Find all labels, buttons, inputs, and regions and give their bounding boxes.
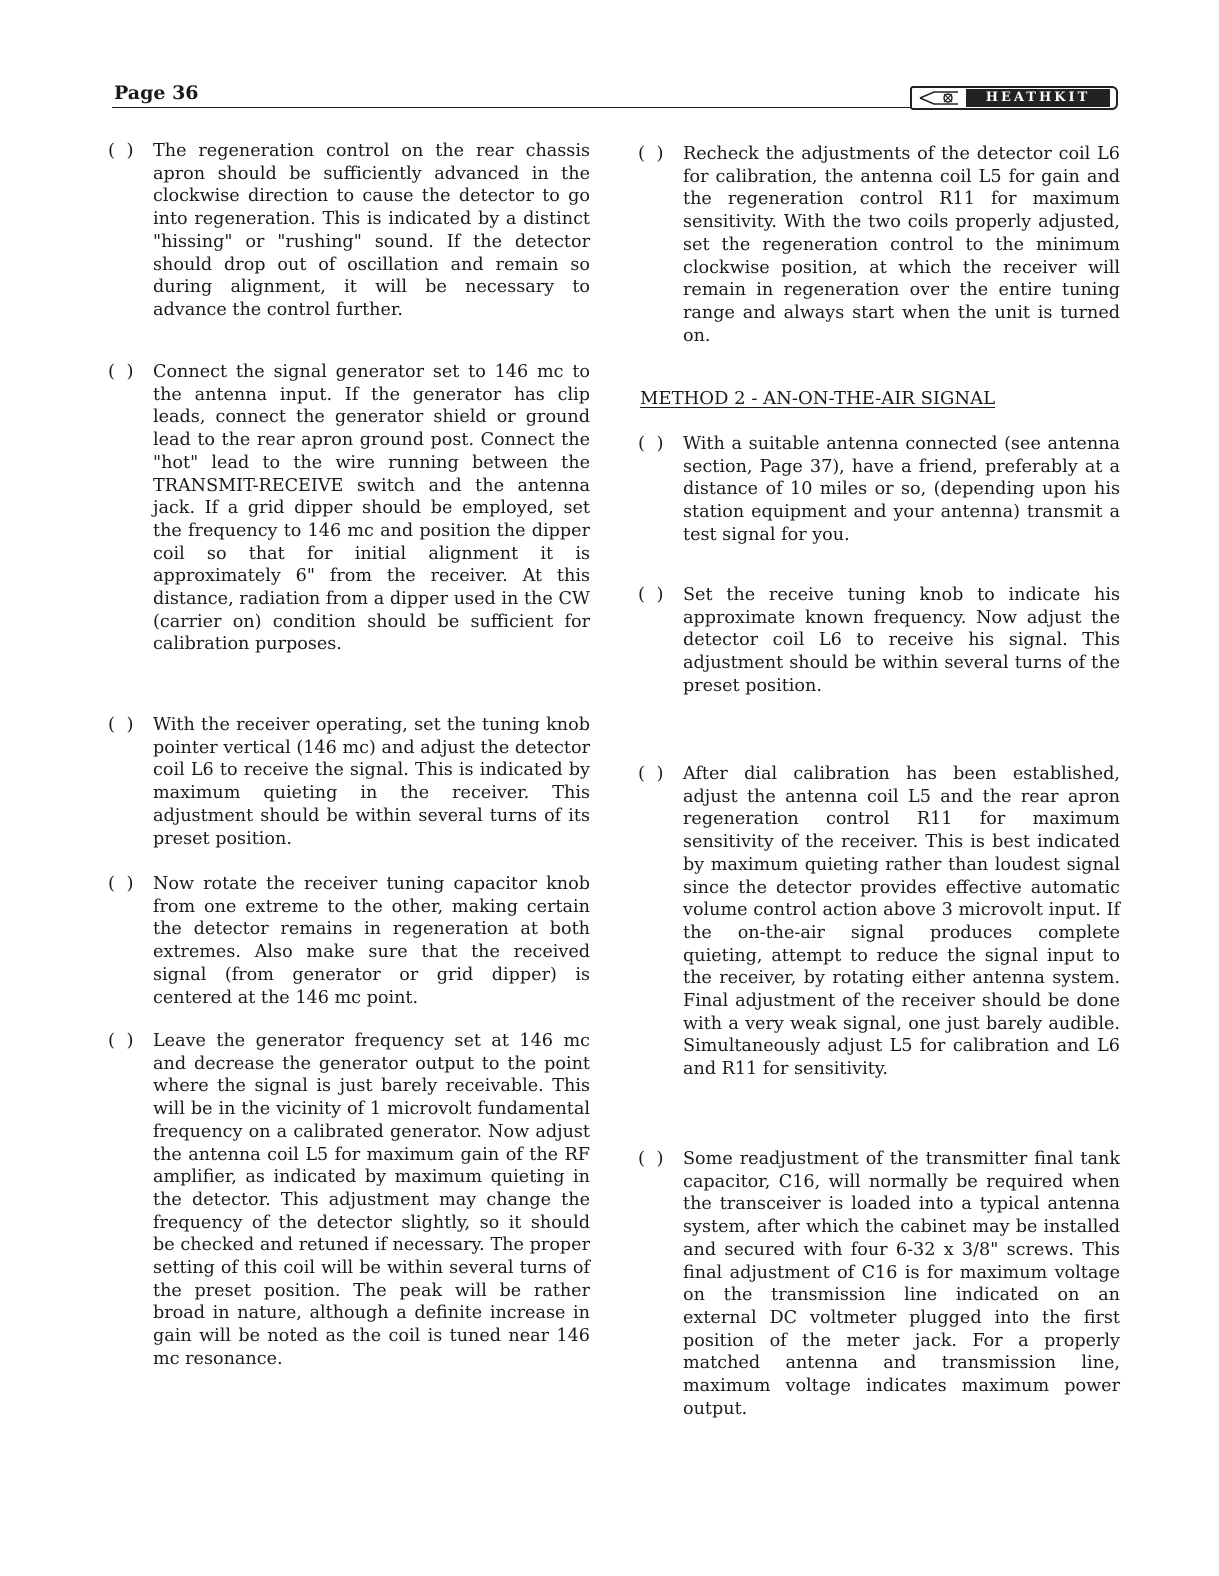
step-text: Leave the generator frequency set at 146 mc and decrease the generator output to the point where the signal is just barely receivable. This will be in the vicinity of 1 microvolt fundamental frequency on a calibrated generator. Now adjust the antenna coil L5 for maximum gain of the RF amplifier, as indicated by maximum quieting in the detector. This adjustment may change the frequency of the detector slightly, so it should be checked and retuned if necessary. The proper setting of this coil will be within several turns of the preset position. The peak will be rather broad in nature, although a definite increase in gain will be noted as the coil is tuned near 146 mc resonance.	[153, 1031, 590, 1369]
step-recheck-adjustments	[638, 143, 1120, 347]
checkbox[interactable]: ( )	[108, 873, 134, 894]
step-connect-generator	[108, 361, 590, 656]
checkbox[interactable]: ( )	[108, 714, 134, 735]
step-text: With a suitable antenna connected (see antenna section, Page 37), have a friend, preferably at a distance of 10 miles or so, (depending upon his station equipment and your antenna) transmit a test signal for you.	[683, 434, 1120, 545]
method-2-heading: METHOD 2 - AN-ON-THE-AIR SIGNAL	[640, 388, 996, 409]
checkbox[interactable]: ( )	[638, 584, 664, 605]
page-header	[112, 78, 1120, 114]
step-dial-calibration	[638, 763, 1120, 1081]
step-text: After dial calibration has been established, adjust the antenna coil L5 and the rear apron regeneration control R11 for maximum sensitivity of the receiver. This is best indicated by maximum quieting rather than loudest signal since the detector provides effective automatic volume control action above 3 microvolt input. If the on-the-air signal produces complete quieting, attempt to reduce the signal input to the receiver, by rotating either antenna system. Final adjustment of the receiver should be done with a very weak signal, one just barely audible. Simultaneously adjust L5 for calibration and L6 and R11 for sensitivity.	[683, 764, 1120, 1080]
step-text: Connect the signal generator set to 146 mc to the antenna input. If the generator has clip leads, connect the generator shield or ground lead to the rear apron ground post. Connect the "hot" lead to the wire running between the TRANSMIT-RECEIVE switch and the antenna jack. If a grid dipper should be employed, set the frequency to 146 mc and position the dipper coil so that for initial alignment it is approximately 6" from the receiver. At this distance, radiation from a dipper used in the CW (carrier on) condition should be sufficient for calibration purposes.	[153, 362, 590, 655]
checkbox[interactable]: ( )	[638, 433, 664, 454]
step-text: The regeneration control on the rear chassis apron should be sufficiently advanced in the clockwise direction to cause the detector to go into regeneration. This is indicated by a distinct "hissing" or "rushing" sound. If the detector should drop out of oscillation and remain so during alignment, it will be necessary to advance the control further.	[153, 141, 590, 320]
step-text: Set the receive tuning knob to indicate his approximate known frequency. Now adjust the detector coil L6 to receive his signal. This adjustment should be within several turns of the preset position.	[683, 585, 1120, 696]
checkbox[interactable]: ( )	[638, 1148, 664, 1169]
checkbox[interactable]: ( )	[638, 763, 664, 784]
step-antenna-connected	[638, 433, 1120, 547]
checkbox[interactable]: ( )	[638, 143, 664, 164]
checkbox[interactable]: ( )	[108, 361, 134, 382]
step-rotate-capacitor	[108, 873, 590, 1009]
step-adjust-antenna-coil	[108, 1030, 590, 1371]
page-number: Page 36	[114, 82, 199, 104]
brand-name: HEATHKIT	[966, 89, 1110, 107]
checkbox[interactable]: ( )	[108, 140, 134, 161]
step-text: Now rotate the receiver tuning capacitor knob from one extreme to the other, making certain the detector remains in regeneration at both extremes. Also make sure that the received signal (from generator or grid dipper) is centered at the 146 mc point.	[153, 874, 590, 1008]
brand-logo	[910, 86, 1118, 110]
step-readjust-transmitter	[638, 1148, 1120, 1420]
step-text: With the receiver operating, set the tuning knob pointer vertical (146 mc) and adjust the detector coil L6 to receive the signal. This is indicated by maximum quieting in the receiver. This adjustment should be within several turns of its preset position.	[153, 715, 590, 849]
step-regeneration-control	[108, 140, 590, 322]
step-tune-detector	[108, 714, 590, 850]
checkbox[interactable]: ( )	[108, 1030, 134, 1051]
heathkit-emblem-icon	[918, 89, 966, 107]
step-set-tuning-knob	[638, 584, 1120, 698]
header-rule	[112, 107, 912, 108]
step-text: Recheck the adjustments of the detector coil L6 for calibration, the antenna coil L5 for gain and the regeneration control R11 for maximum sensitivity. With the two coils properly adjusted, set the regeneration control to the minimum clockwise position, at which the receiver will remain in regeneration over the entire tuning range and always start when the unit is turned on.	[683, 144, 1120, 346]
step-text: Some readjustment of the transmitter final tank capacitor, C16, will normally be required when the transceiver is loaded into a typical antenna system, after which the cabinet may be installed and secured with four 6-32 x 3/8" screws. This final adjustment of C16 is for maximum voltage on the transmission line indicated on an external DC voltmeter plugged into the first position of the meter jack. For a properly matched antenna and transmission line, maximum voltage indicates maximum power output.	[683, 1149, 1120, 1419]
